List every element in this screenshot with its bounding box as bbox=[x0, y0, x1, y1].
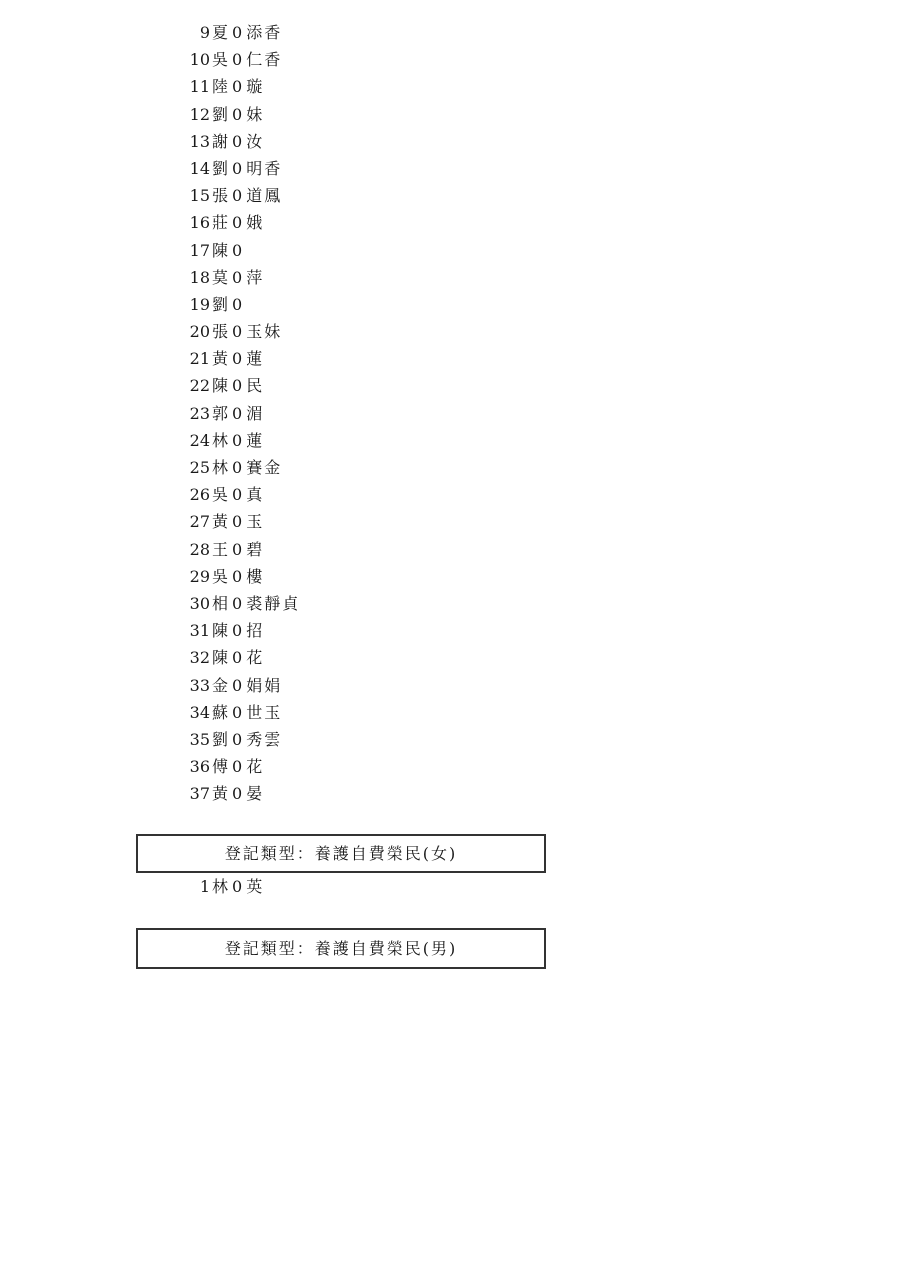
mask-char: 0 bbox=[232, 702, 243, 722]
list-item bbox=[180, 617, 300, 644]
mask-char: 0 bbox=[232, 729, 243, 749]
surname: 郭 bbox=[212, 403, 229, 423]
surname: 劉 bbox=[212, 729, 229, 749]
section-header-female bbox=[136, 834, 546, 873]
surname: 蘇 bbox=[212, 702, 229, 722]
item-number: 26 bbox=[189, 485, 210, 505]
item-number: 13 bbox=[189, 131, 210, 151]
given-name: 賽金 bbox=[246, 458, 283, 477]
mask-char: 0 bbox=[232, 131, 243, 151]
given-name: 蓮 bbox=[246, 430, 265, 450]
list-item bbox=[180, 128, 300, 155]
surname: 陸 bbox=[212, 77, 229, 97]
mask-char: 0 bbox=[232, 512, 243, 532]
item-number: 25 bbox=[189, 458, 210, 477]
list-item bbox=[180, 780, 300, 807]
mask-char: 0 bbox=[232, 267, 243, 287]
item-number: 22 bbox=[189, 376, 210, 396]
list-item bbox=[180, 644, 300, 671]
given-name: 湄 bbox=[246, 403, 265, 423]
list-item bbox=[180, 454, 300, 481]
mask-char: 0 bbox=[232, 104, 243, 124]
list-item bbox=[180, 481, 300, 508]
list-item bbox=[180, 372, 300, 399]
list-item bbox=[180, 19, 300, 46]
surname: 劉 bbox=[212, 104, 229, 124]
mask-char: 0 bbox=[232, 77, 243, 97]
item-number: 29 bbox=[189, 566, 210, 586]
list-item bbox=[180, 46, 300, 73]
given-name: 明香 bbox=[246, 158, 283, 178]
list-item bbox=[180, 345, 300, 372]
list-item bbox=[180, 590, 300, 617]
mask-char: 0 bbox=[232, 877, 243, 896]
mask-char: 0 bbox=[232, 539, 243, 559]
given-name: 妹 bbox=[246, 104, 265, 124]
section-title: 登記類型：養護自費榮民(男) bbox=[224, 939, 458, 958]
item-number: 35 bbox=[189, 729, 210, 749]
female-list bbox=[180, 873, 264, 900]
section-title: 登記類型：養護自費榮民(女) bbox=[224, 844, 458, 863]
given-name: 璇 bbox=[246, 77, 265, 97]
surname: 莫 bbox=[212, 267, 229, 287]
item-number: 15 bbox=[189, 186, 210, 206]
item-number: 1 bbox=[199, 877, 210, 896]
given-name: 晏 bbox=[246, 784, 265, 804]
item-number: 37 bbox=[189, 784, 210, 804]
given-name: 添香 bbox=[246, 23, 283, 42]
surname: 陳 bbox=[212, 648, 229, 668]
mask-char: 0 bbox=[232, 403, 243, 423]
item-number: 17 bbox=[189, 240, 210, 260]
given-name: 萍 bbox=[246, 267, 265, 287]
surname: 林 bbox=[212, 458, 229, 477]
surname: 謝 bbox=[212, 131, 229, 151]
item-number: 34 bbox=[189, 702, 210, 722]
given-name: 花 bbox=[246, 757, 265, 777]
surname: 吳 bbox=[212, 50, 229, 70]
item-number: 32 bbox=[189, 648, 210, 668]
list-item bbox=[180, 508, 300, 535]
item-number: 28 bbox=[189, 539, 210, 559]
mask-char: 0 bbox=[232, 566, 243, 586]
item-number: 21 bbox=[189, 349, 210, 369]
list-item bbox=[180, 264, 300, 291]
item-number: 19 bbox=[189, 294, 210, 314]
surname: 劉 bbox=[212, 158, 229, 178]
item-number: 33 bbox=[189, 675, 210, 695]
surname: 黃 bbox=[212, 512, 229, 532]
list-item bbox=[180, 318, 300, 345]
surname: 陳 bbox=[212, 621, 229, 641]
mask-char: 0 bbox=[232, 158, 243, 178]
list-item bbox=[180, 237, 300, 264]
given-name: 娟娟 bbox=[246, 675, 283, 695]
list-item bbox=[180, 536, 300, 563]
item-number: 18 bbox=[189, 267, 210, 287]
item-number: 10 bbox=[189, 50, 210, 70]
mask-char: 0 bbox=[232, 322, 243, 342]
given-name: 玉 bbox=[246, 512, 265, 532]
item-number: 36 bbox=[189, 757, 210, 777]
mask-char: 0 bbox=[232, 294, 243, 314]
surname: 傅 bbox=[212, 757, 229, 777]
given-name: 娥 bbox=[246, 213, 265, 233]
list-item bbox=[180, 753, 300, 780]
surname: 吳 bbox=[212, 566, 229, 586]
given-name: 裘靜貞 bbox=[246, 593, 301, 613]
mask-char: 0 bbox=[232, 648, 243, 668]
item-number: 31 bbox=[189, 621, 210, 641]
list-item bbox=[180, 672, 300, 699]
given-name: 花 bbox=[246, 648, 265, 668]
item-number: 20 bbox=[189, 322, 210, 342]
list-item bbox=[180, 873, 264, 900]
item-number: 11 bbox=[189, 77, 210, 97]
list-item bbox=[180, 101, 300, 128]
list-item bbox=[180, 699, 300, 726]
item-number: 9 bbox=[199, 23, 210, 42]
list-item bbox=[180, 73, 300, 100]
given-name: 玉妹 bbox=[246, 322, 283, 342]
given-name: 樓 bbox=[246, 566, 265, 586]
list-item bbox=[180, 182, 300, 209]
surname: 張 bbox=[212, 186, 229, 206]
surname: 劉 bbox=[212, 294, 229, 314]
item-number: 27 bbox=[189, 512, 210, 532]
given-name: 秀雲 bbox=[246, 729, 283, 749]
item-number: 14 bbox=[189, 158, 210, 178]
surname: 金 bbox=[212, 675, 229, 695]
list-item bbox=[180, 400, 300, 427]
mask-char: 0 bbox=[232, 675, 243, 695]
surname: 陳 bbox=[212, 240, 229, 260]
given-name: 汝 bbox=[246, 131, 265, 151]
surname: 王 bbox=[212, 539, 229, 559]
given-name: 道鳳 bbox=[246, 186, 283, 206]
item-number: 30 bbox=[189, 593, 210, 613]
mask-char: 0 bbox=[232, 485, 243, 505]
mask-char: 0 bbox=[232, 430, 243, 450]
surname: 黃 bbox=[212, 349, 229, 369]
name-list bbox=[180, 19, 300, 807]
item-number: 12 bbox=[189, 104, 210, 124]
list-item bbox=[180, 209, 300, 236]
mask-char: 0 bbox=[232, 349, 243, 369]
given-name: 蓮 bbox=[246, 349, 265, 369]
given-name: 招 bbox=[246, 621, 265, 641]
list-item bbox=[180, 427, 300, 454]
list-item bbox=[180, 726, 300, 753]
list-item bbox=[180, 563, 300, 590]
given-name: 真 bbox=[246, 485, 265, 505]
mask-char: 0 bbox=[232, 213, 243, 233]
given-name: 碧 bbox=[246, 539, 265, 559]
mask-char: 0 bbox=[232, 186, 243, 206]
surname: 林 bbox=[212, 877, 229, 896]
item-number: 24 bbox=[189, 430, 210, 450]
list-item bbox=[180, 155, 300, 182]
mask-char: 0 bbox=[232, 50, 243, 70]
surname: 吳 bbox=[212, 485, 229, 505]
mask-char: 0 bbox=[232, 757, 243, 777]
given-name: 仁香 bbox=[246, 50, 283, 70]
mask-char: 0 bbox=[232, 784, 243, 804]
surname: 夏 bbox=[212, 23, 229, 42]
mask-char: 0 bbox=[232, 240, 243, 260]
surname: 陳 bbox=[212, 376, 229, 396]
list-item bbox=[180, 291, 300, 318]
mask-char: 0 bbox=[232, 376, 243, 396]
mask-char: 0 bbox=[232, 621, 243, 641]
surname: 林 bbox=[212, 430, 229, 450]
mask-char: 0 bbox=[232, 458, 243, 477]
given-name: 英 bbox=[246, 877, 265, 896]
surname: 張 bbox=[212, 322, 229, 342]
section-header-male bbox=[136, 928, 546, 969]
mask-char: 0 bbox=[232, 593, 243, 613]
surname: 相 bbox=[212, 593, 229, 613]
given-name: 民 bbox=[246, 376, 265, 396]
item-number: 16 bbox=[189, 213, 210, 233]
surname: 黃 bbox=[212, 784, 229, 804]
surname: 莊 bbox=[212, 213, 229, 233]
mask-char: 0 bbox=[232, 23, 243, 42]
item-number: 23 bbox=[189, 403, 210, 423]
given-name: 世玉 bbox=[246, 702, 283, 722]
